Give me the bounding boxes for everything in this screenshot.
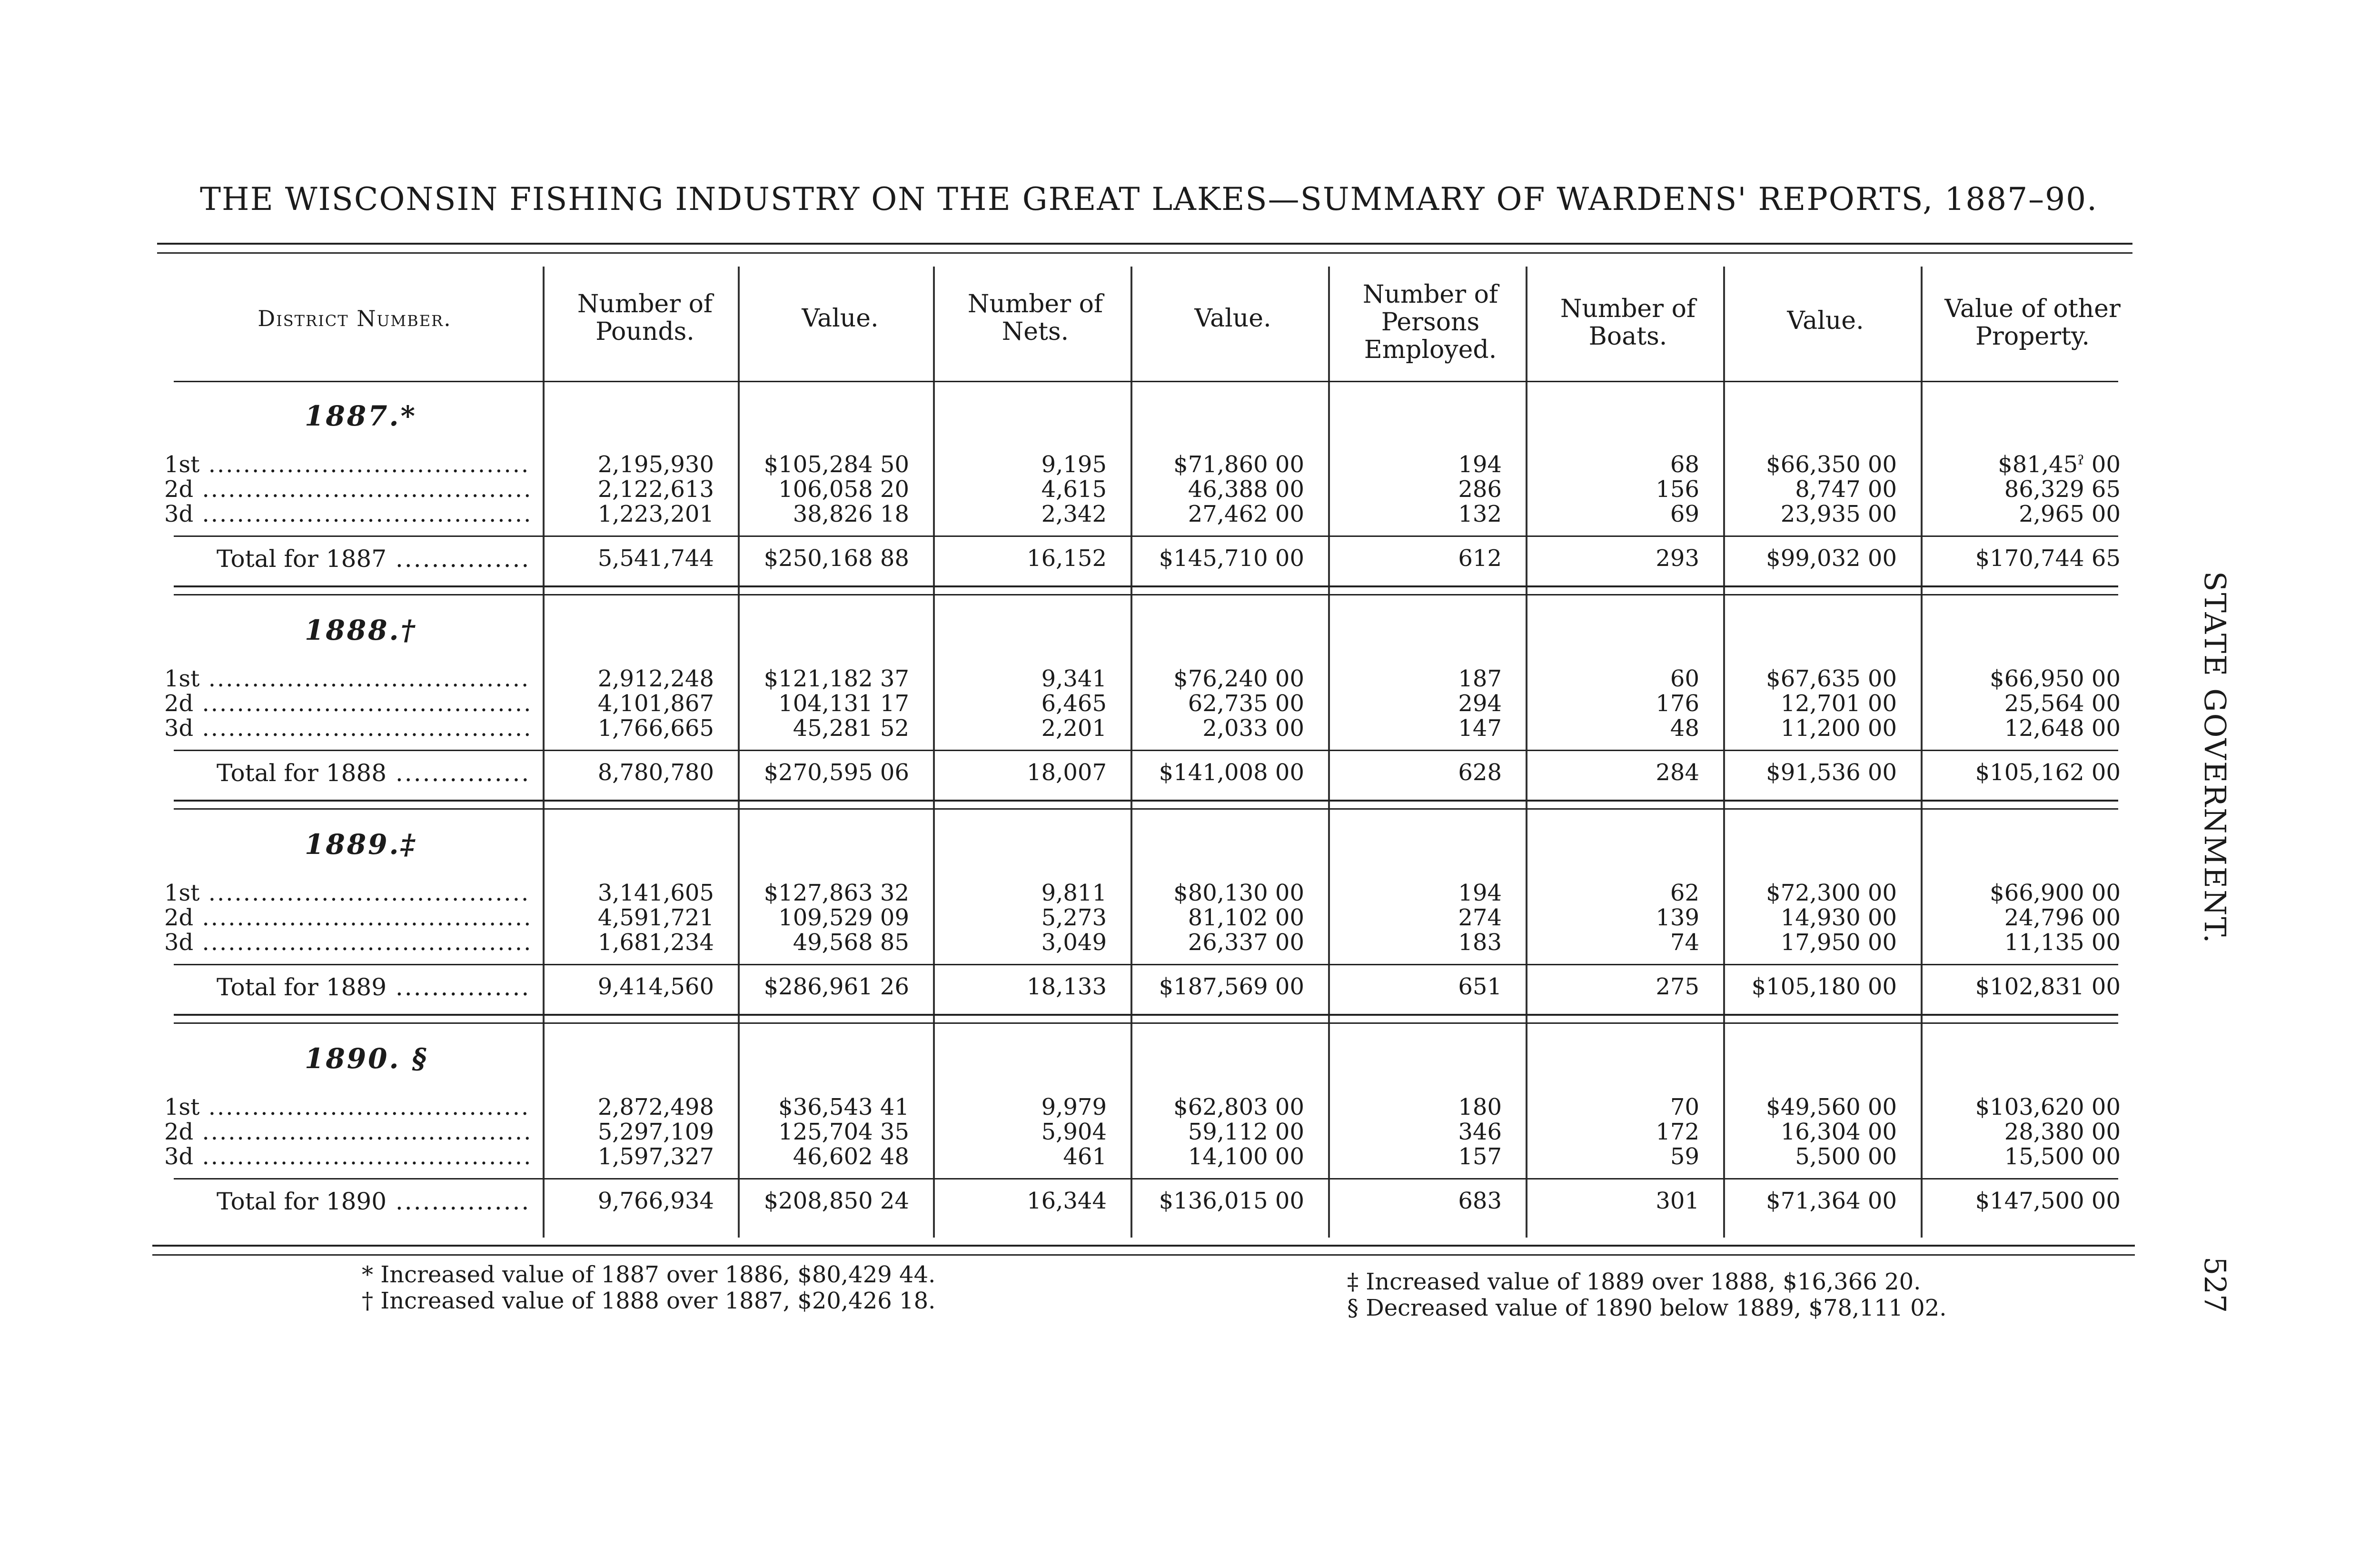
cell-value1: $121,182 37	[764, 665, 909, 692]
district-label	[164, 1095, 531, 1120]
total-pounds: 8,780,780	[597, 759, 714, 786]
bottom-rule	[152, 1245, 2135, 1247]
footnote-1890: § Decreased value of 1890 below 1889, $78,111 02.	[1347, 1295, 1947, 1321]
cell-nets: 6,465	[1041, 690, 1107, 717]
cell-pounds: 1,223,201	[597, 501, 714, 527]
total-nets: 16,152	[1027, 545, 1107, 572]
total-value3: $71,364 00	[1766, 1188, 1897, 1214]
cell-value3: 16,304 00	[1780, 1119, 1897, 1145]
cell-value3: 11,200 00	[1780, 715, 1897, 742]
side-running-title: STATE GOVERNMENT.	[2198, 571, 2232, 945]
district-number: 1st .....	[164, 1095, 531, 1120]
district-number: 1st .....	[164, 666, 531, 692]
district-label	[164, 1120, 531, 1145]
cell-value2: 81,102 00	[1188, 904, 1304, 931]
subtotal-rule	[174, 964, 2118, 965]
district-label	[164, 666, 531, 692]
cell-pounds: 3,141,605	[597, 880, 714, 906]
cell-value1: 106,058 20	[778, 476, 909, 503]
cell-nets: 461	[1063, 1143, 1107, 1170]
total-value1: $250,168 88	[764, 545, 909, 572]
total-value1: $286,961 26	[764, 973, 909, 1000]
district-number: 3d .....	[164, 502, 531, 527]
header-district-number: District Number.	[258, 306, 452, 331]
cell-persons: 294	[1458, 690, 1502, 717]
total-label: Total for 1888 .....	[217, 759, 531, 787]
cell-boats: 60	[1670, 665, 1699, 692]
section-rule	[174, 585, 2118, 587]
cell-other: 2,965 00	[2019, 501, 2121, 527]
total-boats: 301	[1656, 1188, 1699, 1214]
cell-value3: $49,560 00	[1766, 1094, 1897, 1120]
total-other: $102,831 00	[1975, 973, 2121, 1000]
cell-nets: 5,904	[1041, 1119, 1107, 1145]
subtotal-rule	[174, 750, 2118, 751]
total-persons: 651	[1458, 973, 1502, 1000]
total-boats: 293	[1656, 545, 1699, 572]
header-persons-employed: Number of Persons Employed.	[1362, 280, 1498, 364]
total-value1: $208,850 24	[764, 1188, 909, 1214]
cell-boats: 70	[1670, 1094, 1699, 1120]
total-value2: $187,569 00	[1159, 973, 1304, 1000]
district-number: 3d .....	[164, 716, 531, 741]
district-number: 2d .....	[164, 1120, 531, 1145]
cell-value1: $105,284 50	[764, 451, 909, 478]
district-label	[164, 502, 531, 527]
cell-persons: 132	[1458, 501, 1502, 527]
total-other: $147,500 00	[1975, 1188, 2121, 1214]
cell-persons: 286	[1458, 476, 1502, 503]
total-pounds: 5,541,744	[597, 545, 714, 572]
cell-value1: $36,543 41	[778, 1094, 909, 1120]
footnote-1887: * Increased value of 1887 over 1886, $80,429 44.	[362, 1261, 936, 1288]
cell-persons: 183	[1458, 929, 1502, 956]
header-value-1: Value.	[802, 304, 879, 333]
cell-persons: 147	[1458, 715, 1502, 742]
cell-value2: 27,462 00	[1188, 501, 1304, 527]
cell-nets: 4,615	[1041, 476, 1107, 503]
cell-value2: $80,130 00	[1173, 880, 1304, 906]
cell-boats: 172	[1656, 1119, 1699, 1145]
total-value1: $270,595 06	[764, 759, 909, 786]
cell-other: $103,620 00	[1975, 1094, 2121, 1120]
district-label	[164, 691, 531, 716]
cell-value3: $72,300 00	[1766, 880, 1897, 906]
cell-boats: 59	[1670, 1143, 1699, 1170]
cell-nets: 9,979	[1041, 1094, 1107, 1120]
section-rule	[174, 800, 2118, 802]
cell-boats: 156	[1656, 476, 1699, 503]
year-label: 1890. §	[305, 1042, 429, 1075]
cell-other: $66,900 00	[1990, 880, 2121, 906]
header-value-of-other-property: Value of other Property.	[1944, 295, 2121, 351]
total-persons: 612	[1458, 545, 1502, 572]
top-rule	[157, 243, 2132, 245]
cell-persons: 180	[1458, 1094, 1502, 1120]
cell-pounds: 4,101,867	[597, 690, 714, 717]
total-nets: 16,344	[1027, 1188, 1107, 1214]
total-nets: 18,007	[1027, 759, 1107, 786]
cell-boats: 139	[1656, 904, 1699, 931]
top-rule-inner	[157, 252, 2132, 254]
cell-boats: 176	[1656, 690, 1699, 717]
district-number: 3d .....	[164, 930, 531, 955]
total-label: Total for 1890 .....	[217, 1188, 531, 1215]
footnote-1889: ‡ Increased value of 1889 over 1888, $16,366 20.	[1347, 1269, 1921, 1295]
cell-value1: 38,826 18	[793, 501, 909, 527]
total-persons: 628	[1458, 759, 1502, 786]
subtotal-rule	[174, 535, 2118, 537]
cell-pounds: 4,591,721	[597, 904, 714, 931]
total-boats: 275	[1656, 973, 1699, 1000]
cell-value3: 5,500 00	[1795, 1143, 1897, 1170]
cell-value2: 14,100 00	[1188, 1143, 1304, 1170]
cell-other: $81,45ˀ 00	[1998, 451, 2121, 478]
cell-value3: 17,950 00	[1780, 929, 1897, 956]
total-pounds: 9,766,934	[597, 1188, 714, 1214]
cell-value2: $71,860 00	[1173, 451, 1304, 478]
cell-nets: 9,195	[1041, 451, 1107, 478]
cell-persons: 194	[1458, 451, 1502, 478]
cell-nets: 5,273	[1041, 904, 1107, 931]
cell-value1: 46,602 48	[793, 1143, 909, 1170]
cell-value1: 104,131 17	[778, 690, 909, 717]
cell-boats: 74	[1670, 929, 1699, 956]
cell-value2: 46,388 00	[1188, 476, 1304, 503]
column-divider	[1921, 267, 1923, 1238]
year-label: 1887.*	[305, 400, 417, 432]
district-number: 1st .....	[164, 881, 531, 906]
cell-value1: 49,568 85	[793, 929, 909, 956]
cell-boats: 68	[1670, 451, 1699, 478]
column-divider	[1723, 267, 1725, 1238]
page-number: 527	[2198, 1257, 2232, 1313]
cell-value3: 12,701 00	[1780, 690, 1897, 717]
district-number: 3d .....	[164, 1144, 531, 1169]
cell-persons: 157	[1458, 1143, 1502, 1170]
district-label	[164, 477, 531, 502]
total-label: Total for 1889 .....	[217, 973, 531, 1001]
cell-other: 86,329 65	[2004, 476, 2121, 503]
header-number-of-pounds: Number of Pounds.	[577, 290, 713, 346]
district-number: 1st .....	[164, 452, 531, 477]
cell-pounds: 1,681,234	[597, 929, 714, 956]
cell-pounds: 2,912,248	[597, 665, 714, 692]
district-number: 2d .....	[164, 477, 531, 502]
column-divider	[1328, 267, 1330, 1238]
column-divider	[543, 267, 545, 1238]
total-pounds: 9,414,560	[597, 973, 714, 1000]
cell-value1: 125,704 35	[778, 1119, 909, 1145]
total-value2: $136,015 00	[1159, 1188, 1304, 1214]
total-value2: $141,008 00	[1159, 759, 1304, 786]
cell-other: 28,380 00	[2004, 1119, 2121, 1145]
cell-value2: $76,240 00	[1173, 665, 1304, 692]
total-label: Total for 1887 .....	[217, 545, 531, 573]
cell-persons: 194	[1458, 880, 1502, 906]
cell-pounds: 2,195,930	[597, 451, 714, 478]
cell-value2: $62,803 00	[1173, 1094, 1304, 1120]
total-other: $170,744 65	[1975, 545, 2121, 572]
cell-pounds: 1,597,327	[597, 1143, 714, 1170]
section-rule-inner	[174, 1022, 2118, 1024]
cell-other: 15,500 00	[2004, 1143, 2121, 1170]
footnote-1888: † Increased value of 1888 over 1887, $20,426 18.	[362, 1288, 936, 1314]
cell-persons: 346	[1458, 1119, 1502, 1145]
header-number-of-boats: Number of Boats.	[1560, 295, 1696, 351]
year-label: 1888.†	[305, 614, 417, 646]
year-label: 1889.‡	[305, 828, 417, 861]
cell-other: $66,950 00	[1990, 665, 2121, 692]
district-label	[164, 1144, 531, 1169]
cell-nets: 3,049	[1041, 929, 1107, 956]
cell-boats: 69	[1670, 501, 1699, 527]
total-value2: $145,710 00	[1159, 545, 1304, 572]
bottom-rule-inner	[152, 1254, 2135, 1256]
cell-pounds: 2,122,613	[597, 476, 714, 503]
cell-persons: 274	[1458, 904, 1502, 931]
header-value-3: Value.	[1787, 307, 1864, 335]
cell-value1: $127,863 32	[764, 880, 909, 906]
cell-value3: 8,747 00	[1795, 476, 1897, 503]
total-value3: $91,536 00	[1766, 759, 1897, 786]
cell-other: 12,648 00	[2004, 715, 2121, 742]
cell-value3: 23,935 00	[1780, 501, 1897, 527]
column-divider	[738, 267, 740, 1238]
cell-value2: 26,337 00	[1188, 929, 1304, 956]
district-number: 2d .....	[164, 691, 531, 716]
cell-value1: 45,281 52	[793, 715, 909, 742]
subtotal-rule	[174, 1178, 2118, 1179]
cell-value3: $67,635 00	[1766, 665, 1897, 692]
cell-nets: 2,342	[1041, 501, 1107, 527]
column-divider	[1526, 267, 1527, 1238]
total-value3: $99,032 00	[1766, 545, 1897, 572]
section-rule-inner	[174, 808, 2118, 810]
page-title: THE WISCONSIN FISHING INDUSTRY ON THE GREAT LAKES—SUMMARY OF WARDENS' REPORTS, 1887–90.	[200, 181, 2098, 218]
section-rule	[174, 1014, 2118, 1016]
cell-value2: 62,735 00	[1188, 690, 1304, 717]
cell-other: 24,796 00	[2004, 904, 2121, 931]
district-label	[164, 905, 531, 931]
cell-value2: 2,033 00	[1202, 715, 1304, 742]
cell-value2: 59,112 00	[1188, 1119, 1304, 1145]
total-boats: 284	[1656, 759, 1699, 786]
total-persons: 683	[1458, 1188, 1502, 1214]
cell-persons: 187	[1458, 665, 1502, 692]
cell-value1: 109,529 09	[778, 904, 909, 931]
total-other: $105,162 00	[1975, 759, 2121, 786]
cell-other: 25,564 00	[2004, 690, 2121, 717]
district-label	[164, 881, 531, 906]
cell-nets: 9,811	[1041, 880, 1107, 906]
section-rule-inner	[174, 594, 2118, 595]
cell-pounds: 2,872,498	[597, 1094, 714, 1120]
cell-nets: 9,341	[1041, 665, 1107, 692]
cell-nets: 2,201	[1041, 715, 1107, 742]
district-label	[164, 716, 531, 741]
cell-pounds: 5,297,109	[597, 1119, 714, 1145]
header-rule	[174, 381, 2118, 382]
total-value3: $105,180 00	[1751, 973, 1897, 1000]
district-label	[164, 930, 531, 955]
cell-boats: 48	[1670, 715, 1699, 742]
district-number: 2d .....	[164, 905, 531, 931]
cell-pounds: 1,766,665	[597, 715, 714, 742]
cell-value3: 14,930 00	[1780, 904, 1897, 931]
header-value-2: Value.	[1194, 304, 1271, 333]
cell-boats: 62	[1670, 880, 1699, 906]
total-nets: 18,133	[1027, 973, 1107, 1000]
column-divider	[933, 267, 935, 1238]
cell-value3: $66,350 00	[1766, 451, 1897, 478]
header-number-of-nets: Number of Nets.	[967, 290, 1103, 346]
cell-other: 11,135 00	[2004, 929, 2121, 956]
district-label	[164, 452, 531, 477]
column-divider	[1130, 267, 1132, 1238]
